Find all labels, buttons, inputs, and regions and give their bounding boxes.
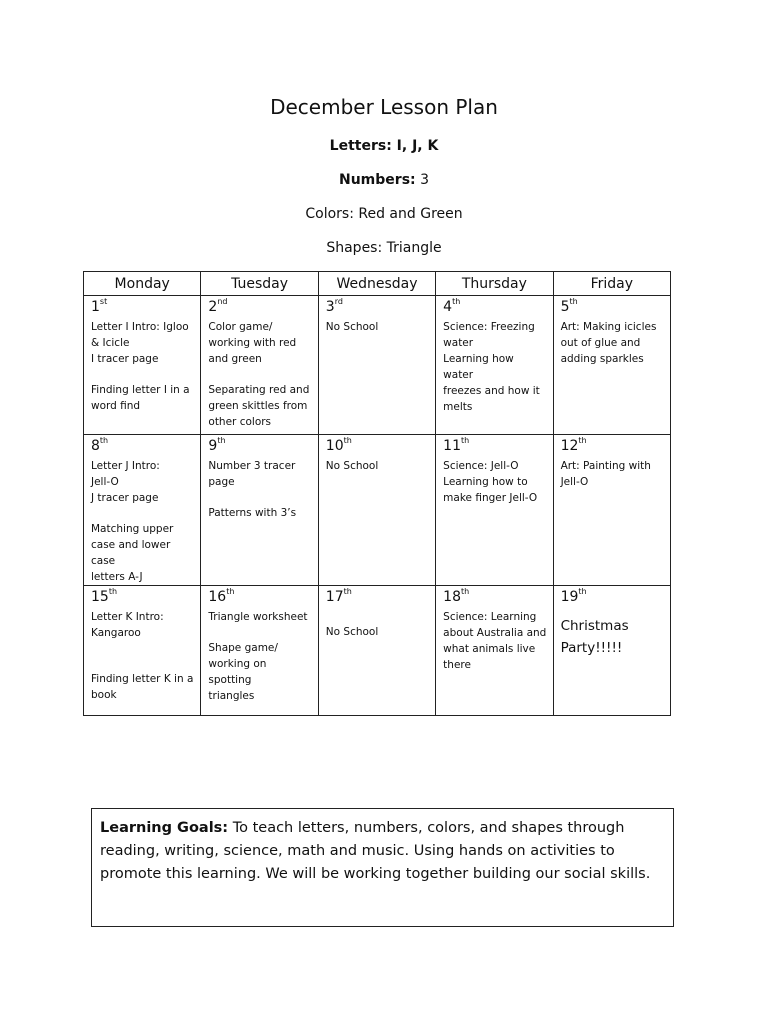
activity-text: adding sparkles: [560, 353, 644, 365]
shapes-line: [0, 239, 768, 257]
activity-text: water: [443, 337, 474, 349]
day-number-value: 9: [208, 438, 218, 454]
day-number-suffix: th: [452, 297, 461, 306]
activity-text: No School: [325, 626, 379, 638]
day-number-value: 12: [560, 438, 579, 454]
event-text: Christmas: [560, 618, 629, 634]
day-cell-monday: [84, 435, 201, 586]
numbers-label: Numbers:: [339, 172, 416, 188]
day-number-value: 19: [560, 589, 579, 605]
day-number-suffix: th: [343, 587, 352, 596]
learning-goals-text: To teach letters, numbers, colors, and shapes through reading, writing, science, math and music. Using hands on activities to promote this learning. We will be working together building our social skills.: [100, 820, 651, 882]
activity-text: Finding letter I in a: [91, 384, 190, 396]
day-number: [326, 297, 429, 319]
header-thursday: Thursday: [436, 272, 553, 296]
day-number: [91, 587, 194, 609]
day-cell-wednesday: [318, 296, 435, 435]
activity-text: working with red: [208, 337, 297, 349]
day-number: [443, 587, 546, 609]
day-number: [91, 297, 194, 319]
day-number-suffix: th: [578, 436, 587, 445]
activity-text: Patterns with 3’s: [208, 507, 297, 519]
activity-text: about Australia and: [443, 627, 547, 639]
day-number-suffix: th: [569, 297, 578, 306]
activity-text: Shape game/: [208, 642, 278, 654]
day-cell-monday: [84, 586, 201, 716]
week-row: [84, 586, 671, 716]
activity-text: I tracer page: [91, 353, 159, 365]
day-cell-friday: [553, 296, 670, 435]
day-number-suffix: th: [461, 587, 470, 596]
day-cell-monday: [84, 296, 201, 435]
day-number-suffix: nd: [217, 297, 228, 306]
activity-text: Art: Making icicles: [560, 321, 657, 333]
activity-text: J tracer page: [91, 492, 159, 504]
activity-text: & Icicle: [91, 337, 130, 349]
day-number-suffix: th: [108, 587, 118, 596]
activity-text: Separating red and: [208, 384, 310, 396]
line-spacer: [208, 625, 311, 640]
day-number-value: 16: [208, 589, 227, 605]
line-spacer: [91, 656, 194, 671]
learning-goals-label: Learning Goals:: [100, 820, 229, 836]
activity-text: what animals live: [443, 643, 536, 655]
activity-text: Color game/: [208, 321, 273, 333]
activity-text: out of glue and: [560, 337, 641, 349]
day-number-suffix: rd: [334, 297, 343, 306]
header-wednesday: Wednesday: [318, 272, 435, 296]
activity-text: No School: [325, 321, 379, 333]
day-number-suffix: th: [217, 436, 226, 445]
letters-value: I, J, K: [391, 138, 439, 154]
day-number-value: 1: [91, 299, 100, 315]
day-number: [208, 297, 311, 319]
line-spacer: [208, 490, 311, 505]
colors-label: Colors:: [305, 206, 354, 222]
shapes-label: Shapes:: [326, 240, 383, 256]
activity-text: freezes and how it: [443, 385, 540, 397]
activity-text: Letter K Intro:: [91, 611, 164, 623]
day-number-value: 18: [443, 589, 461, 605]
activity-text: No School: [325, 460, 379, 472]
header-tuesday: Tuesday: [201, 272, 318, 296]
activity-text: make finger Jell-O: [443, 492, 538, 504]
day-cell-thursday: [436, 586, 553, 716]
day-number-suffix: th: [578, 587, 587, 596]
day-number-suffix: th: [343, 436, 352, 445]
day-number-value: 10: [325, 438, 344, 454]
activity-text: Letter J Intro:: [91, 460, 160, 472]
activity-text: Learning how water: [443, 353, 518, 381]
day-number-value: 2: [208, 299, 218, 315]
letters-line: [0, 137, 768, 155]
activity-text: Learning how to: [443, 476, 528, 488]
activity-text: Science: Freezing: [443, 321, 535, 333]
day-cell-tuesday: [201, 586, 318, 716]
line-spacer: [91, 367, 194, 382]
numbers-line: [0, 171, 768, 189]
day-cell-wednesday: [318, 435, 435, 586]
activity-text: word find: [91, 400, 141, 412]
learning-goals-box: [91, 808, 674, 927]
activity-text: Science: Learning: [443, 611, 537, 623]
letters-label: Letters:: [329, 138, 392, 154]
week-row: [84, 296, 671, 435]
activity-text: letters A-J: [91, 571, 143, 583]
day-cell-friday: [553, 586, 670, 716]
activity-text: Jell-O: [560, 476, 589, 488]
day-cell-thursday: [436, 296, 553, 435]
day-number: [326, 587, 429, 609]
week-row: [84, 435, 671, 586]
activity-text: case and lower case: [91, 539, 174, 567]
day-number-suffix: th: [461, 436, 470, 445]
numbers-value: 3: [415, 172, 429, 188]
day-number: [561, 436, 664, 458]
header-friday: Friday: [553, 272, 670, 296]
lesson-calendar-table: [83, 271, 671, 716]
activity-text: Finding letter K in a: [91, 673, 194, 685]
day-number: [208, 587, 311, 609]
activity-text: and green: [208, 353, 262, 365]
line-spacer: [91, 641, 194, 656]
day-number: [561, 587, 664, 609]
header-monday: Monday: [84, 272, 201, 296]
activity-text: Number 3 tracer: [208, 460, 296, 472]
day-number: [208, 436, 311, 458]
day-number-value: 3: [325, 299, 335, 315]
day-number: [91, 436, 194, 458]
day-number-value: 17: [325, 589, 344, 605]
activity-text: Jell-O: [91, 476, 119, 488]
day-cell-tuesday: [201, 435, 318, 586]
activity-text: melts: [443, 401, 473, 413]
line-spacer: [91, 506, 194, 521]
day-cell-thursday: [436, 435, 553, 586]
colors-line: [0, 205, 768, 223]
activity-text: Art: Painting with: [560, 460, 651, 472]
activity-text: Matching upper: [91, 523, 174, 535]
activity-text: page: [208, 476, 235, 488]
day-number-value: 5: [560, 299, 570, 315]
activity-text: Letter I Intro: Igloo: [91, 321, 189, 333]
page-title: December Lesson Plan: [270, 95, 498, 119]
day-number-value: 11: [443, 438, 461, 454]
day-number-suffix: st: [99, 297, 108, 306]
line-spacer: [326, 609, 429, 624]
day-number-value: 8: [91, 438, 100, 454]
day-cell-tuesday: [201, 296, 318, 435]
day-number: [561, 297, 664, 319]
shapes-value: Triangle: [382, 240, 442, 256]
day-cell-friday: [553, 435, 670, 586]
day-number: [326, 436, 429, 458]
activity-text: green skittles from: [208, 400, 308, 412]
activity-text: triangles: [208, 690, 255, 702]
day-number-value: 15: [91, 589, 109, 605]
activity-text: other colors: [208, 416, 272, 428]
line-spacer: [208, 367, 311, 382]
activity-text: Kangaroo: [91, 627, 141, 639]
day-number: [443, 297, 546, 319]
event-text: Party!!!!!: [560, 640, 623, 656]
day-cell-wednesday: [318, 586, 435, 716]
day-number-suffix: th: [99, 436, 109, 445]
activity-text: Triangle worksheet: [208, 611, 308, 623]
activity-text: book: [91, 689, 117, 701]
activity-text: working on spotting: [208, 658, 270, 686]
activity-text: Science: Jell-O: [443, 460, 519, 472]
activity-text: there: [443, 659, 471, 671]
day-number: [443, 436, 546, 458]
day-number-suffix: th: [226, 587, 235, 596]
weekday-header-row: [84, 272, 671, 296]
colors-value: Red and Green: [353, 206, 463, 222]
day-number-value: 4: [443, 299, 453, 315]
